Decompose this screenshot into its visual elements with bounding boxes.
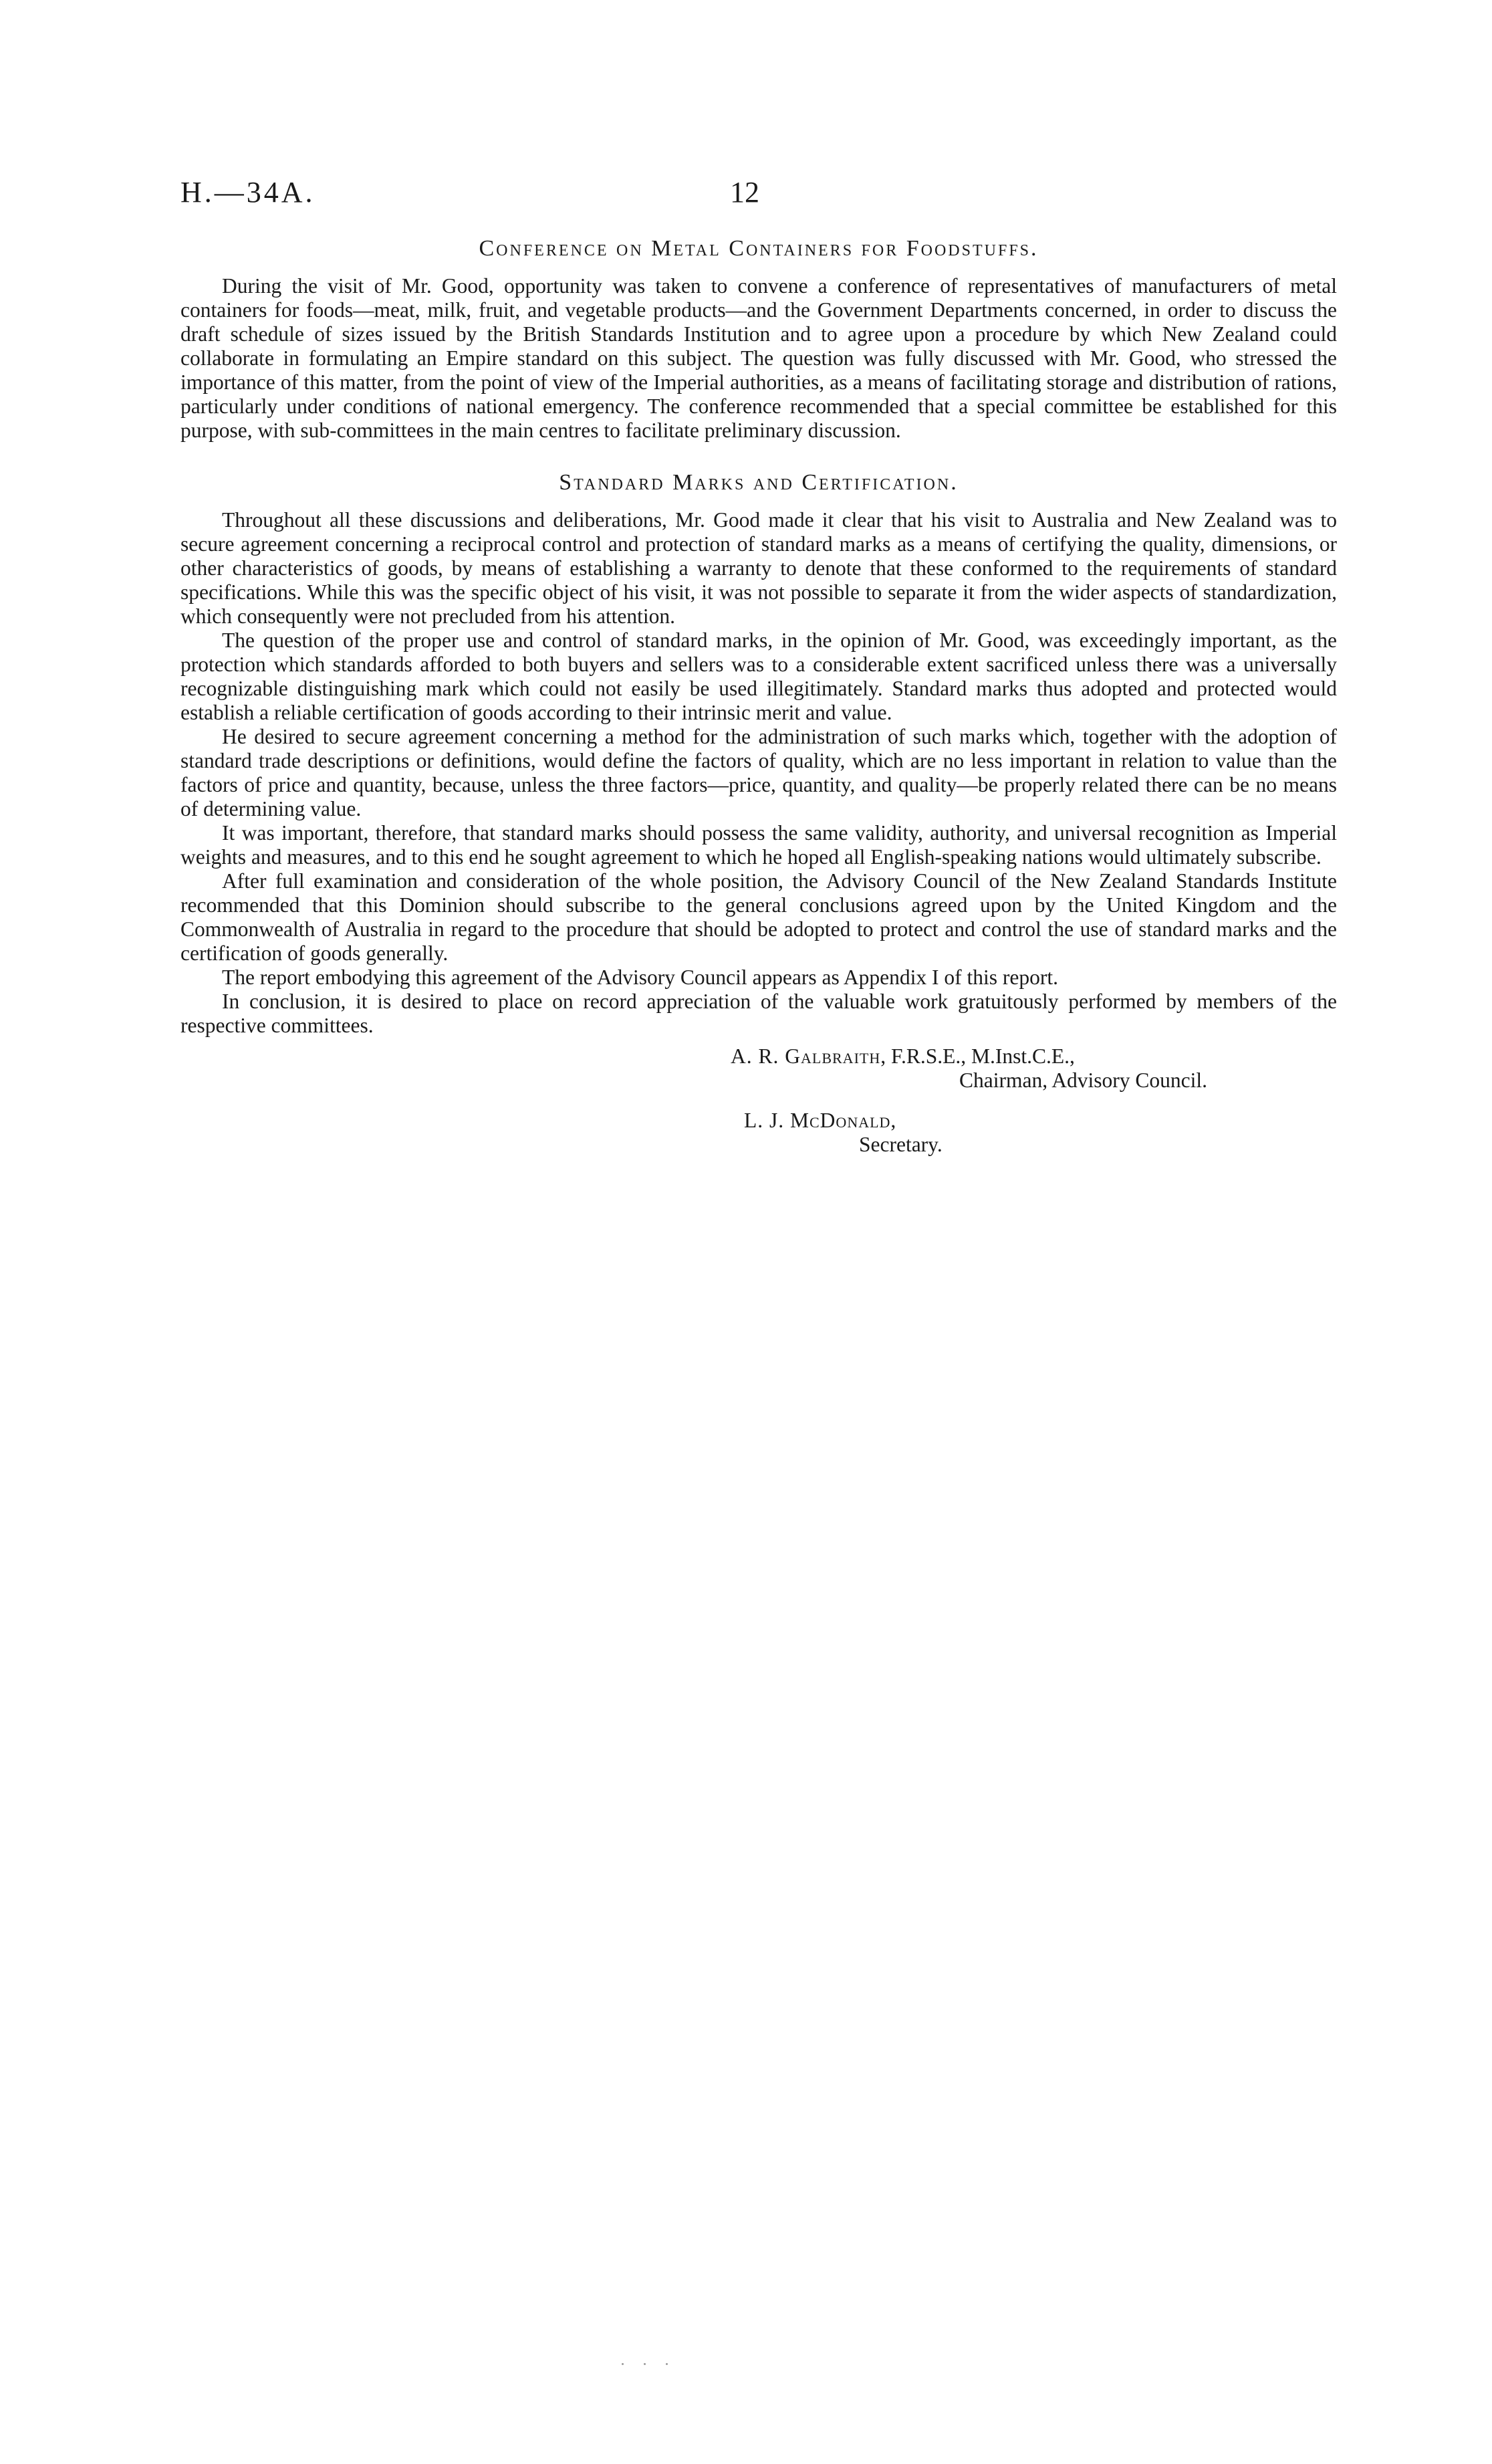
scan-dot	[666, 2363, 668, 2365]
signature-block	[180, 1040, 1337, 1188]
paragraph-throughout: Throughout all these discussions and deliberations, Mr. Good made it clear that his visit to Australia and New Zealand was to secure agreement concerning a reciprocal control and protection of standard marks as a means of certifying the quality, dimensions, or other characteristics of goods, by means of establishing a warranty to denote that these conformed to the requirements of standard specifications. While this was the specific object of his visit, it was not possible to separate it from the wider aspects of standardization, which consequently were not precluded from his attention.	[180, 508, 1337, 628]
scan-marks	[622, 2356, 722, 2360]
paragraph-conclusion: In conclusion, it is desired to place on record appreciation of the valuable work gratuitously performed by members of the respective committees.	[180, 990, 1337, 1037]
chairman-name: A. R. Galbraith	[731, 1044, 881, 1068]
document-reference: H.—34A.	[180, 176, 316, 209]
chairman-signature	[731, 1044, 1075, 1069]
paragraph-administration: He desired to secure agreement concerning a method for the administration of such marks which, together with the adoption of standard trade descriptions or definitions, would define the factors of quality, which are no less important in relation to value than the factors of price and quantity, because, unless the three factors—price, quantity, and quality—be properly related there can be no means of determining value.	[180, 725, 1337, 820]
paragraph-conference: During the visit of Mr. Good, opportunity was taken to convene a conference of representatives of manufacturers of metal containers for foods—meat, milk, fruit, and vegetable products—and the Government Departments concerned, in order to discuss the draft schedule of sizes issued by the British Standards Institution and to agree upon a procedure by which New Zealand could collaborate in formulating an Empire standard on this subject. The question was fully discussed with Mr. Good, who stressed the importance of this matter, from the point of view of the Imperial authorities, as a means of facilitating storage and distribution of rations, particularly under conditions of national emergency. The conference recommended that a special committee be established for this purpose, with sub-committees in the main centres to facilitate preliminary discussion.	[180, 274, 1337, 442]
paragraph-validity: It was important, therefore, that standard marks should possess the same validity, authority, and universal recognition as Imperial weights and measures, and to this end he sought agreement to which he hoped all English-speaking nations would ultimately subscribe.	[180, 821, 1337, 869]
scan-dot	[644, 2363, 646, 2365]
chairman-title: Chairman, Advisory Council.	[959, 1069, 1207, 1092]
document-body	[180, 235, 1337, 1188]
paragraph-proper-use: The question of the proper use and control of standard marks, in the opinion of Mr. Good, was exceedingly important, as the protection which standards afforded to both buyers and sellers was to a considerable extent sacrificed unless there was a universally recognizable distinguishing mark which could not easily be used illegitimately. Standard marks thus adopted and protected would establish a reliable certification of goods according to their intrinsic merit and value.	[180, 629, 1337, 724]
secretary-title: Secretary.	[859, 1133, 943, 1156]
paragraph-appendix: The report embodying this agreement of the Advisory Council appears as Appendix I of this report.	[222, 966, 1058, 989]
paragraph-advisory-council: After full examination and consideration of the whole position, the Advisory Council of the New Zealand Standards Institute recommended that this Dominion should subscribe to the general conclusions agreed upon by the United Kingdom and the Commonwealth of Australia in regard to the procedure that should be adopted to protect and control the use of standard marks and the certification of goods generally.	[180, 869, 1337, 965]
secretary-name: L. J. McDonald,	[744, 1109, 897, 1132]
page-header	[180, 175, 1337, 215]
page-number: 12	[730, 176, 759, 209]
section-heading-metal-containers: Conference on Metal Containers for Foodstuffs.	[479, 236, 1039, 261]
section-heading-standard-marks: Standard Marks and Certification.	[559, 470, 959, 495]
scan-dot	[622, 2363, 624, 2365]
chairman-credentials: , F.R.S.E., M.Inst.C.E.,	[880, 1044, 1075, 1068]
